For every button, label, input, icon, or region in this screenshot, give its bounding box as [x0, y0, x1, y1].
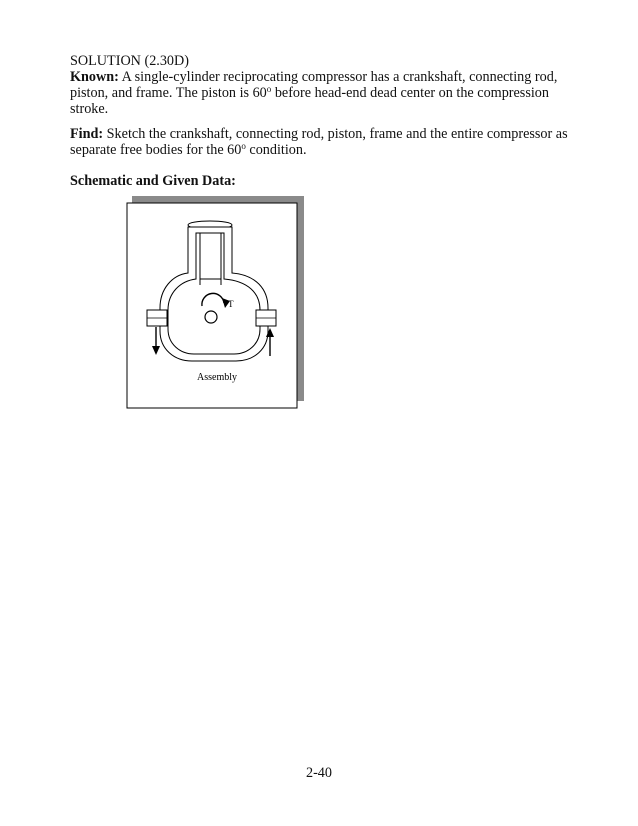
known-degree: o [266, 84, 272, 94]
page-number: 2-40 [305, 765, 332, 781]
find-line-1 [70, 126, 570, 142]
find-paragraph [70, 126, 570, 158]
piston [200, 233, 221, 279]
known-line-1 [70, 69, 570, 85]
known-paragraph [70, 69, 570, 117]
crankshaft [205, 311, 217, 323]
figure-caption: Assembly [197, 372, 237, 383]
schematic-heading: Schematic and Given Data: [70, 173, 236, 189]
known-line-3: stroke. [70, 101, 109, 117]
find-degree: o [241, 141, 246, 151]
find-text-1: Sketch the crankshaft, connecting rod, piston, frame and the entire compressor as [103, 126, 568, 142]
find-text-2a: separate free bodies for the 60 [70, 142, 242, 158]
known-text-2a: piston, and frame. The piston is 60 [70, 85, 267, 101]
known-text-1: A single-cylinder reciprocating compressor has a crankshaft, connecting rod, [118, 69, 558, 85]
torque-label: T [228, 299, 234, 309]
assembly-figure [122, 193, 308, 413]
known-line-2 [70, 85, 570, 101]
find-label: Find: [70, 126, 104, 142]
solution-title: SOLUTION (2.30D) [70, 53, 190, 69]
known-text-2b: before head-end dead center on the compression [271, 85, 549, 101]
known-label: Known: [70, 69, 119, 85]
find-line-2 [70, 142, 570, 158]
assembly-drawing [122, 193, 308, 413]
find-text-2b: condition. [245, 142, 307, 158]
